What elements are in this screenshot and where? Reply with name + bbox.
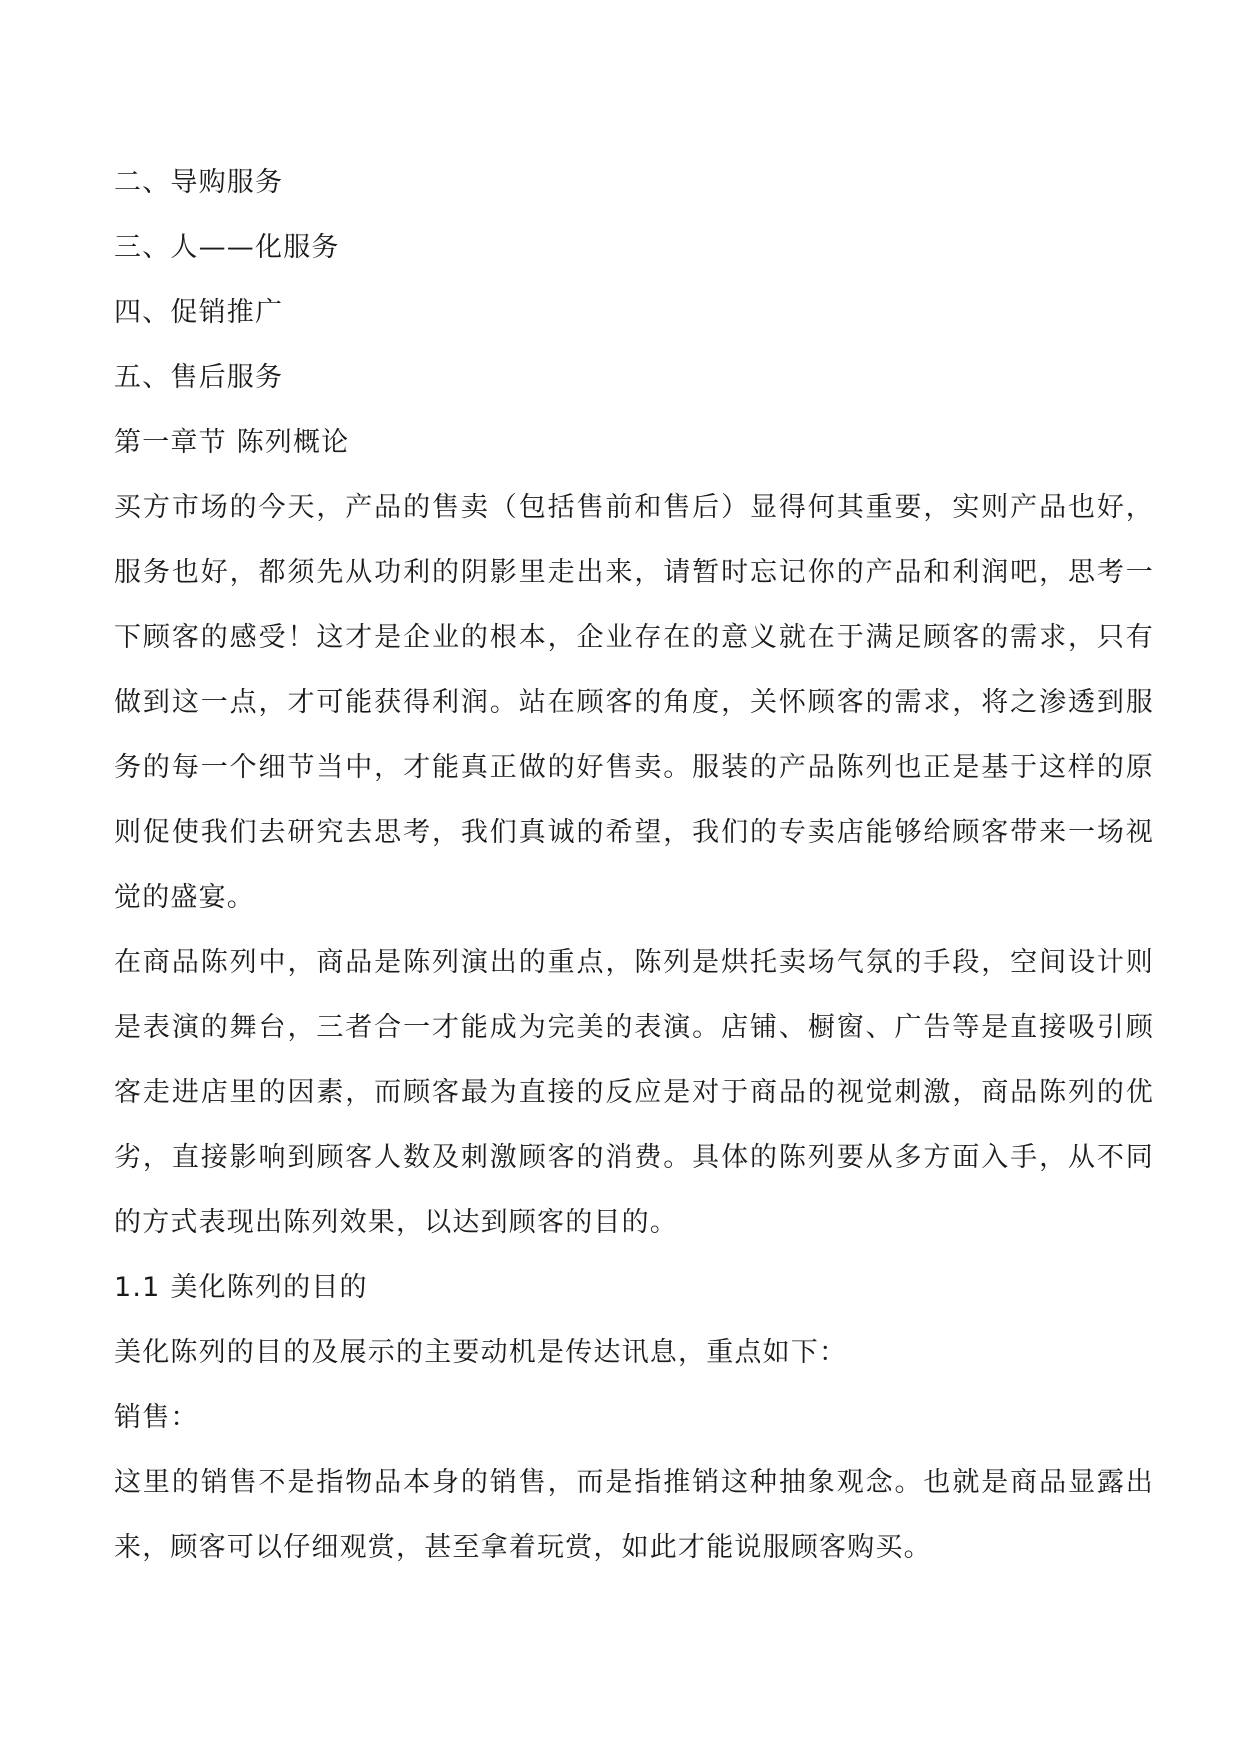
outline-item-5: 五、售后服务 [114, 362, 284, 393]
paragraph-display: 在商品陈列中，商品是陈列演出的重点，陈列是烘托卖场气氛的手段，空间设计则是表演的舞台，三者合一才能成为完美的表演。店铺、橱窗、广告等是直接吸引顾客走进店里的因素，而顾客最为直接的反应是对于商品的视觉刺激，商品陈列的优劣，直接影响到顾客人数及刺激顾客的消费。具体的陈列要从多方面入手，从不同的方式表现出陈列效果，以达到顾客的目的。 [114, 947, 1154, 1238]
chapter-title: 第一章节 陈列概论 [114, 427, 350, 458]
outline-item-3: 三、人——化服务 [114, 232, 340, 263]
paragraph-sales: 这里的销售不是指物品本身的销售，而是指推销这种抽象观念。也就是商品显露出来，顾客可以仔细观赏，甚至拿着玩赏，如此才能说服顾客购买。 [114, 1467, 1154, 1563]
section-intro: 美化陈列的目的及展示的主要动机是传达讯息，重点如下： [114, 1337, 848, 1368]
subheading-sales: 销售： [114, 1402, 199, 1433]
paragraph-market: 买方市场的今天，产品的售卖（包括售前和售后）显得何其重要，实则产品也好，服务也好，都须先从功利的阴影里走出来，请暂时忘记你的产品和利润吧，思考一下顾客的感受！这才是企业的根本，企业存在的意义就在于满足顾客的需求，只有做到这一点，才可能获得利润。站在顾客的角度，关怀顾客的需求，将之渗透到服务的每一个细节当中，才能真正做的好售卖。服装的产品陈列也正是基于这样的原则促使我们去研究去思考，我们真诚的希望，我们的专卖店能够给顾客带来一场视觉的盛宴。 [114, 492, 1154, 913]
outline-item-4: 四、促销推广 [114, 297, 284, 328]
document-body [114, 150, 1154, 1580]
section-title: 1.1 美化陈列的目的 [114, 1272, 368, 1303]
outline-item-2: 二、导购服务 [114, 167, 284, 198]
